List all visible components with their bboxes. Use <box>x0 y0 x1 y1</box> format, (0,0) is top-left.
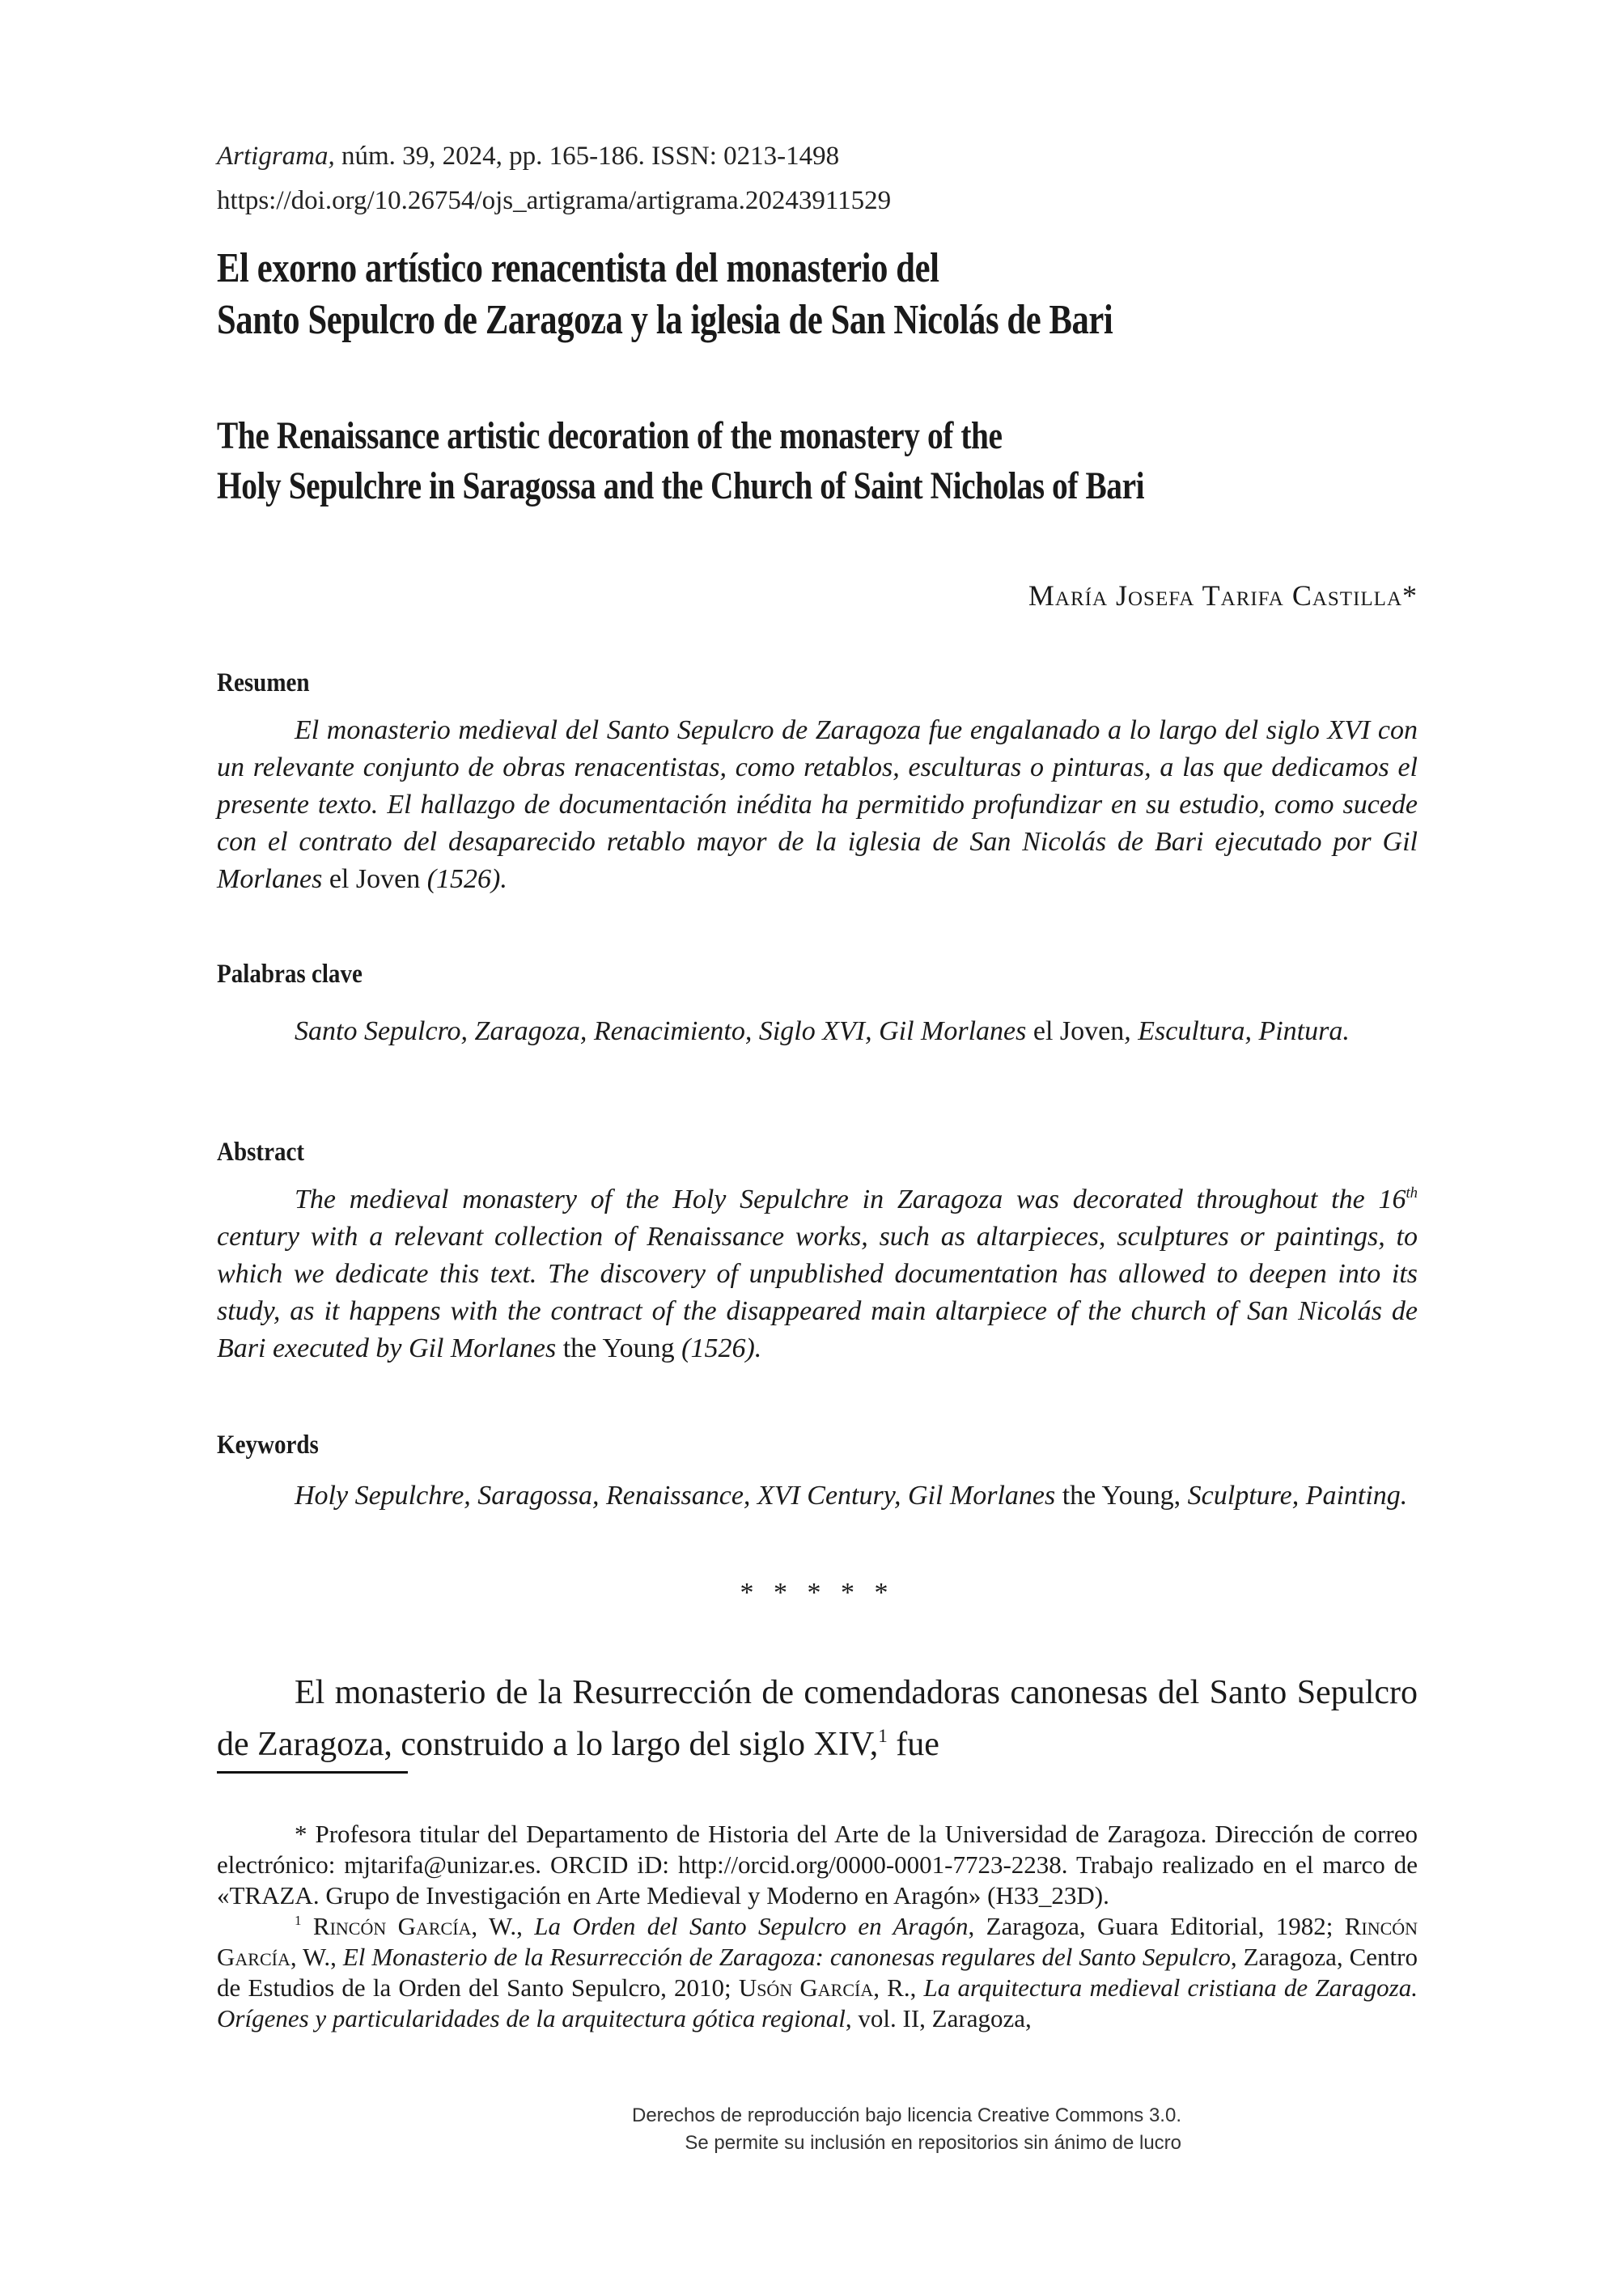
section-separator: * * * * * <box>740 1578 895 1608</box>
title-en-line2: Holy Sepulchre in Saragossa and the Church of Saint Nicholas of Bari <box>217 464 1145 507</box>
license-line2: Se permite su inclusión en repositorios sin ánimo de lucro <box>685 2132 1181 2154</box>
keywords-roman: the Young, <box>1055 1481 1188 1511</box>
abstract-italic-2: century with a relevant collection of Renaissance works, such as altarpieces, sculptures or paintings, to which we dedicate this text. The discovery of unpublished documentation has allowed to deepen into its study, as it happens with the contract of the disappeared main altarpiece of the church of San Nicolás de Bari executed by Gil Morlanes <box>217 1222 1418 1363</box>
journal-name: Artigrama, <box>217 142 335 171</box>
resumen-text <box>217 712 1418 898</box>
title-english <box>217 411 1418 511</box>
abstract-roman: the Young <box>556 1333 682 1363</box>
resumen-roman: el Joven <box>322 864 427 894</box>
fn-pub: , vol. II, Zaragoza, <box>845 2004 1032 2032</box>
footnote-number: 1 <box>295 1913 302 1929</box>
title-es-line2: Santo Sepulcro de Zaragoza y la iglesia de San Nicolás de Bari <box>217 297 1113 343</box>
journal-citation <box>217 134 1418 179</box>
title-spanish <box>217 243 1418 346</box>
fn-work: La arquitectura medieval cristiana de Zaragoza. Orígenes y particularidades de la arquitectura gótica regional <box>217 1973 1418 2032</box>
resumen-year: (1526). <box>426 864 507 894</box>
keywords-italic-1: Holy Sepulchre, Saragossa, Renaissance, XVI Century, Gil Morlanes <box>295 1481 1056 1511</box>
license-footer <box>486 2102 1181 2157</box>
keywords-heading: Keywords <box>217 1430 319 1460</box>
fn-work: La Orden del Santo Sepulcro en Aragón <box>522 1912 969 1940</box>
journal-header <box>217 134 1418 223</box>
resumen-heading: Resumen <box>217 668 310 697</box>
author-name: María Josefa Tarifa Castilla* <box>1028 579 1418 612</box>
fn-pub: , Zaragoza, Centro de Estudios de la Orden del Santo Sepulcro, 2010; <box>217 1943 1418 2002</box>
doi-link[interactable]: https://doi.org/10.26754/ojs_artigrama/artigrama.20243911529 <box>217 186 892 215</box>
fn-author: Rincón García, W., <box>217 1912 1418 1971</box>
body-paragraph <box>217 1667 1418 1770</box>
keywords-text <box>217 1477 1418 1515</box>
license-line1: Derechos de reproducción bajo licencia Creative Commons 3.0. <box>631 2104 1181 2126</box>
fn-author: Rincón García, W., <box>312 1912 523 1940</box>
fn-author: Usón García, R., <box>738 1973 917 2002</box>
abstract-heading: Abstract <box>217 1138 305 1167</box>
abstract-year: (1526). <box>681 1333 762 1363</box>
fn-pub: , Zaragoza, Guara Editorial, 1982; <box>968 1912 1345 1940</box>
palabras-clave-text <box>217 1013 1418 1050</box>
fn-work: El Monasterio de la Resurrección de Zaragoza: canonesas regulares del Santo Sepulcro <box>336 1943 1231 1971</box>
body-text: El monasterio de la Resurrección de comendadoras canonesas del Santo Sepulcro de Zaragoza, construido a lo largo del siglo XIV, <box>217 1674 1418 1763</box>
title-en-line1: The Renaissance artistic decoration of the monastery of the <box>217 414 1003 457</box>
footnote-divider <box>217 1771 408 1774</box>
journal-details: núm. 39, 2024, pp. 165-186. ISSN: 0213-1498 <box>334 142 840 171</box>
keywords-italic-2: Sculpture, Painting. <box>1187 1481 1408 1511</box>
footnote-ref-1[interactable]: 1 <box>878 1724 888 1746</box>
resumen-italic: El monasterio medieval del Santo Sepulcro de Zaragoza fue engalanado a lo largo del siglo XVI con un relevante conjunto de obras renacentistas, como retablos, esculturas o pinturas, a las que dedicamos el presente texto. El hallazgo de documentación inédita ha permitido profundizar en su estudio, como sucede con el contrato del desaparecido retablo mayor de la iglesia de San Nicolás de Bari ejecutado por Gil Morlanes <box>217 715 1418 894</box>
footnote-author: * Profesora titular del Departamento de Historia del Arte de la Universidad de Zaragoza. Dirección de correo electrónico: mjtarifa@unizar.es. ORCID iD: http://orcid.org/0000-0001-7723-2238. Trabajo realizado en el marco de «TRAZA. Grupo de Investigación en Arte Medieval y Moderno en Aragón» (H33_23D). <box>217 1820 1418 1909</box>
palabras-roman: el Joven <box>1026 1016 1125 1046</box>
palabras-italic-2: , Escultura, Pintura. <box>1124 1016 1350 1046</box>
body-text-after: fue <box>887 1726 939 1763</box>
palabras-italic-1: Santo Sepulcro, Zaragoza, Renacimiento, Siglo XVI, Gil Morlanes <box>295 1016 1027 1046</box>
abstract-text <box>217 1181 1418 1367</box>
abstract-italic-1: The medieval monastery of the Holy Sepulchre in Zaragoza was decorated throughout the 16 <box>295 1185 1406 1214</box>
title-es-line1: El exorno artístico renacentista del monasterio del <box>217 245 939 291</box>
footnote-1 <box>217 1911 1418 2034</box>
palabras-clave-heading: Palabras clave <box>217 960 363 989</box>
footnotes <box>217 1819 1418 2034</box>
abstract-superscript: th <box>1406 1184 1418 1202</box>
